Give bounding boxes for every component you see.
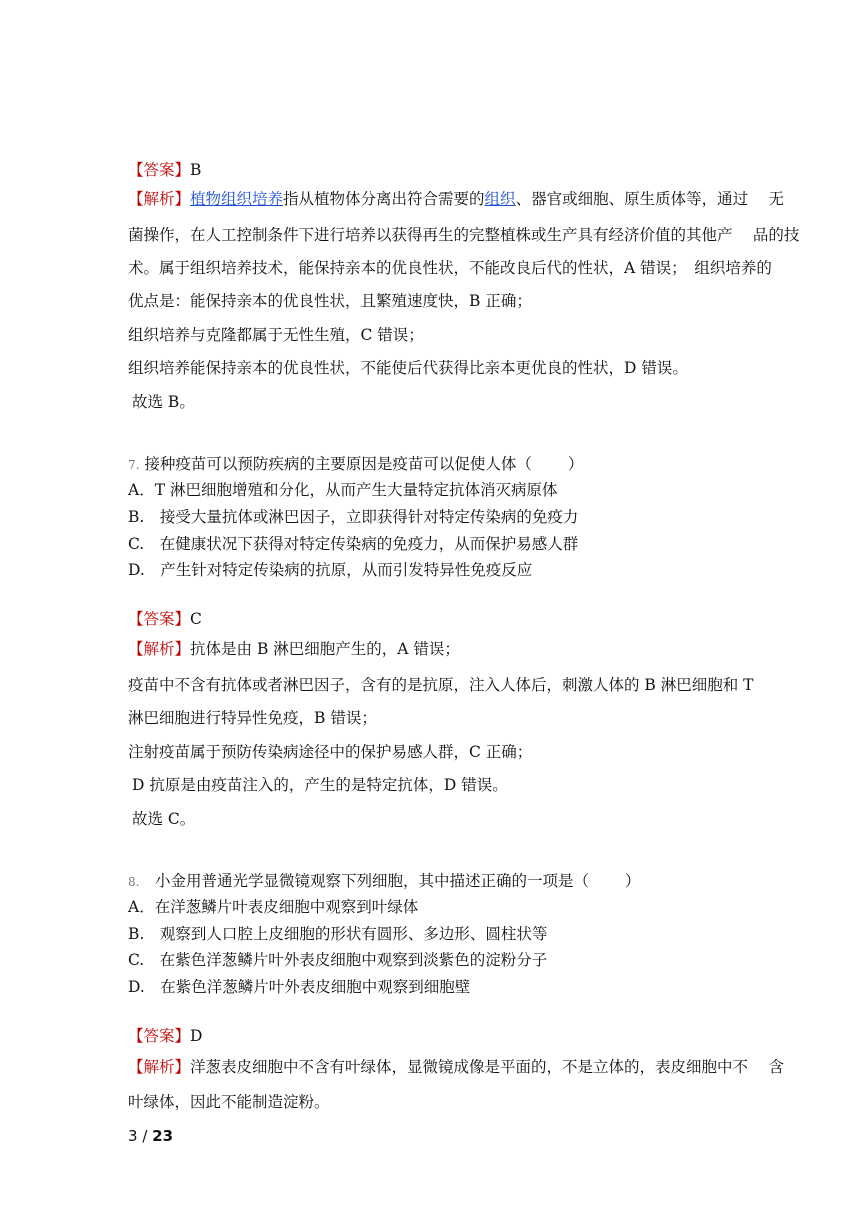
option-c: C. 在健康状况下获得对特定传染病的免疫力，从而保护易感人群 [128, 535, 579, 553]
analysis-text: 抗体是由 B 淋巴细胞产生的，A 错误； [190, 640, 460, 658]
analysis-line: 优点是：能保持亲本的优良性状，且繁殖速度快，B 正确； [128, 292, 532, 310]
analysis-tag: 【解析】 [128, 640, 191, 658]
conclusion-line: 故选 C。 [132, 810, 196, 828]
answer-line [128, 608, 202, 630]
analysis-line: 疫苗中不含有抗体或者淋巴因子，含有的是抗原，注入人体后，刺激人体的 B 淋巴细胞和 T [128, 676, 754, 694]
analysis-line: 菌操作，在人工控制条件下进行培养以获得再生的完整植株或生产具有经济价值的其他产 品的技 [128, 226, 800, 244]
page-separator: / [137, 1127, 153, 1145]
option-c: C. 在紫色洋葱鳞片叶外表皮细胞中观察到淡紫色的淀粉分子 [128, 951, 548, 969]
question-line [128, 453, 583, 476]
option-b: B. 接受大量抗体或淋巴因子，立即获得针对特定传染病的免疫力 [128, 508, 579, 526]
answer-tag: 【答案】 [128, 1027, 191, 1045]
analysis-line: 组织培养能保持亲本的优良性状，不能使后代获得比亲本更优良的性状，D 错误。 [128, 359, 688, 377]
analysis-line: 叶绿体，因此不能制造淀粉。 [128, 1093, 330, 1111]
option-d: D. 产生针对特定传染病的抗原，从而引发特异性免疫反应 [128, 561, 533, 579]
current-page: 3 [128, 1127, 138, 1145]
analysis-text: 、器官或细胞、原生质体等，通过 无 [515, 190, 784, 208]
option-a: A．在洋葱鳞片叶表皮细胞中观察到叶绿体 [128, 898, 419, 916]
option-a: A．T 淋巴细胞增殖和分化，从而产生大量特定抗体消灭病原体 [128, 481, 558, 499]
analysis-text: 指从植物体分离出符合需要的 [283, 190, 485, 208]
answer-tag: 【答案】 [128, 161, 191, 179]
analysis-line: 注射疫苗属于预防传染病途径中的保护易感人群，C 正确； [128, 743, 533, 761]
analysis-line [128, 188, 784, 210]
question-text: 小金用普通光学显微镜观察下列细胞，其中描述正确的一项是（ ） [154, 872, 641, 890]
option-b: B. 观察到人口腔上皮细胞的形状有圆形、多边形、圆柱状等 [128, 925, 548, 943]
answer-value: B [190, 161, 202, 179]
analysis-line [128, 638, 460, 660]
answer-value: C [190, 610, 202, 628]
analysis-tag: 【解析】 [128, 190, 191, 208]
analysis-tag: 【解析】 [128, 1058, 191, 1076]
total-pages: 23 [152, 1127, 174, 1145]
plant-tissue-culture-link[interactable]: 植物组织培养 [190, 190, 284, 208]
analysis-line: 术。属于组织培养技术，能保持亲本的优良性状，不能改良后代的性状，A 错误； 组织培养的 [128, 259, 772, 277]
analysis-line: 淋巴细胞进行特异性免疫，B 错误； [128, 709, 377, 727]
analysis-line: D 抗原是由疫苗注入的，产生的是特定抗体，D 错误。 [132, 776, 508, 794]
conclusion-line: 故选 B。 [132, 393, 195, 411]
question-line [128, 870, 640, 893]
analysis-line [128, 1056, 784, 1078]
analysis-text: 洋葱表皮细胞中不含有叶绿体，显微镜成像是平面的，不是立体的，表皮细胞中不 含 [190, 1058, 784, 1076]
answer-tag: 【答案】 [128, 610, 191, 628]
question-text: 接种疫苗可以预防疾病的主要原因是疫苗可以促使人体（ ） [144, 455, 584, 473]
answer-line [128, 1025, 202, 1047]
question-number: 8. [128, 875, 140, 889]
answer-value: D [190, 1027, 203, 1045]
page-number [128, 1127, 173, 1145]
option-d: D. 在紫色洋葱鳞片叶外表皮细胞中观察到细胞壁 [128, 978, 471, 996]
answer-line [128, 159, 201, 181]
analysis-line: 组织培养与克隆都属于无性生殖，C 错误； [128, 326, 424, 344]
tissue-link[interactable]: 组织 [484, 190, 516, 208]
question-number: 7. [128, 458, 140, 472]
